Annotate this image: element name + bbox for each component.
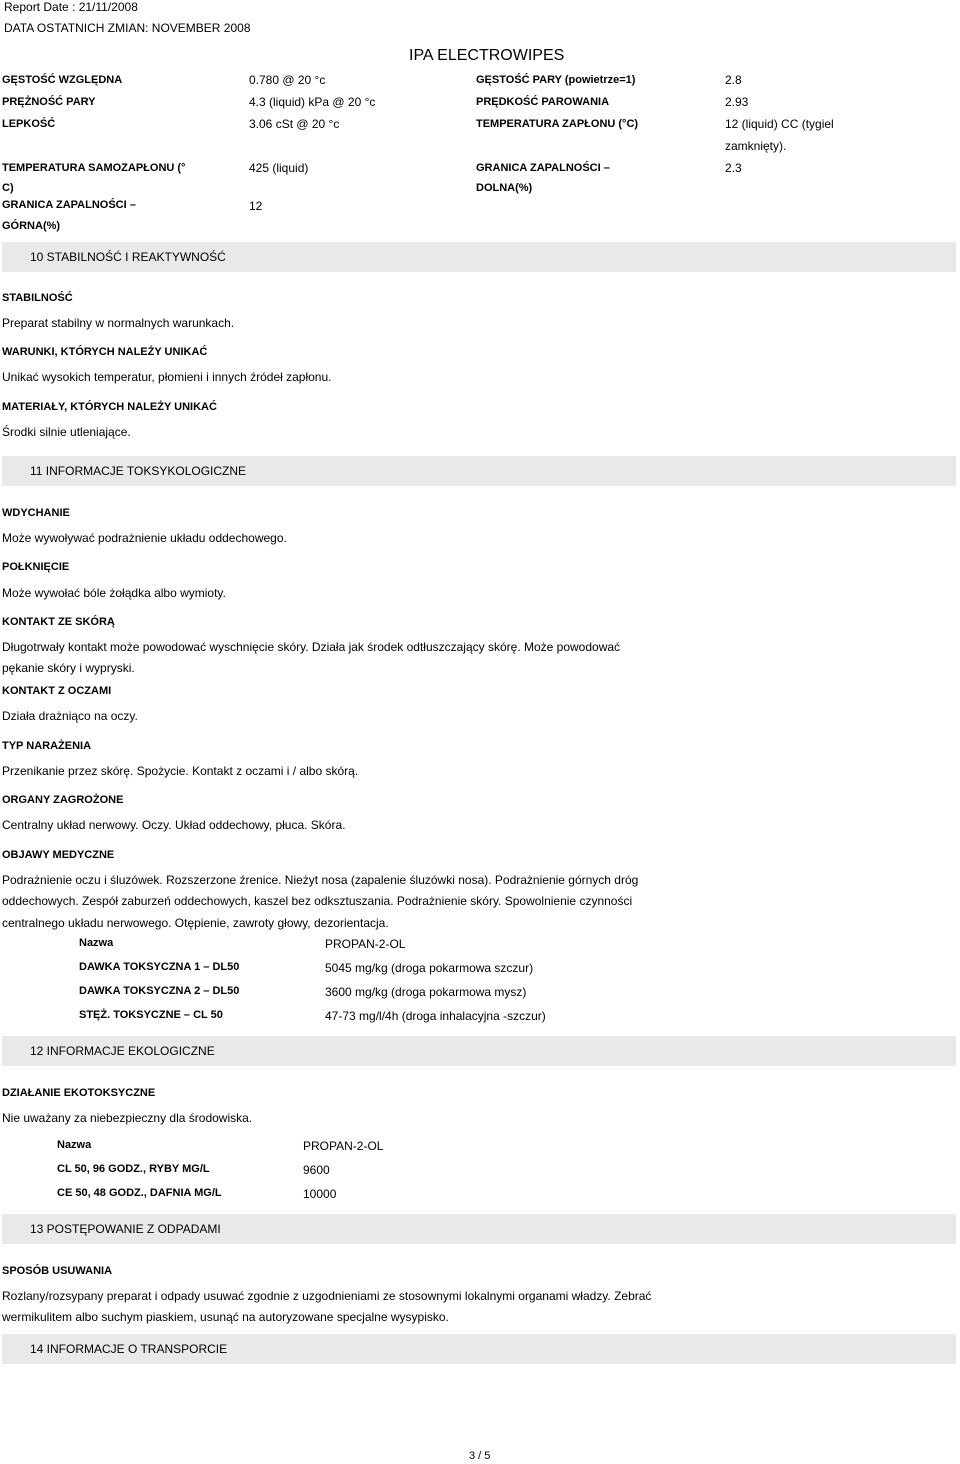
medical-symptoms-text-cont: oddechowych. Zespół zaburzeń oddechowych, kaszel bez odksztuszania. Podrażnienie skóry. Spowolnienie czynności (2, 894, 633, 908)
prop-viscosity-label: LEPKOŚĆ (2, 118, 56, 130)
page-number: 3 / 5 (469, 1450, 491, 1462)
exposure-route-text: Przenikanie przez skórę. Spożycie. Kontakt z oczami i / albo skórą. (2, 764, 359, 778)
medical-symptoms-text-cont: centralnego układu nerwowego. Otępienie, zawroty głowy, dezorientacja. (2, 916, 389, 930)
inhalation-text: Może wywoływać podrażnienie układu oddechowego. (2, 531, 287, 545)
prop-viscosity-value: 3.06 cSt @ 20 °c (249, 117, 340, 131)
tox-table-header-value: PROPAN-2-OL (325, 937, 406, 951)
tox-table-header-label: Nazwa (79, 937, 114, 949)
conditions-to-avoid-text: Unikać wysokich temperatur, płomieni i innych źródeł zapłonu. (2, 370, 332, 384)
tox-table-row-label: DAWKA TOKSYCZNA 2 – DL50 (79, 985, 240, 997)
prop-lower-flammability-value: 2.3 (725, 161, 742, 175)
disposal-text-cont: wermikulitem albo suchym piaskiem, usunąć na autoryzowane specjalne wysypisko. (2, 1310, 449, 1324)
section-title: 13 POSTĘPOWANIE Z ODPADAMI (30, 1222, 221, 1236)
ecotoxicity-text: Nie uważany za niebezpieczny dla środowiska. (2, 1111, 253, 1125)
prop-upper-flammability-label: GRANICA ZAPALNOŚCI – (2, 199, 136, 211)
section-title: 12 INFORMACJE EKOLOGICZNE (30, 1044, 215, 1058)
prop-flash-point-value-cont: zamknięty). (725, 139, 787, 153)
ecotoxicity-heading: DZIAŁANIE EKOTOKSYCZNE (2, 1087, 156, 1099)
prop-autoignition-value: 425 (liquid) (249, 161, 309, 175)
section-title: 10 STABILNOŚĆ I REAKTYWNOŚĆ (30, 250, 226, 264)
section-title: 14 INFORMACJE O TRANSPORCIE (30, 1342, 228, 1356)
section-13-header (2, 1214, 956, 1244)
stability-heading: STABILNOŚĆ (2, 292, 73, 304)
eye-contact-heading: KONTAKT Z OCZAMI (2, 685, 112, 697)
last-changes-date: DATA OSTATNICH ZMIAN: NOVEMBER 2008 (4, 21, 251, 35)
prop-lower-flammability-label-cont: DOLNA(%) (476, 182, 533, 194)
eco-table-row-label: CE 50, 48 GODZ., DAFNIA MG/L (57, 1187, 222, 1199)
prop-evaporation-rate-label: PRĘDKOŚĆ PAROWANIA (476, 96, 610, 108)
prop-vapour-density-label: GĘSTOŚĆ PARY (powietrze=1) (476, 74, 636, 86)
prop-vapour-pressure-value: 4.3 (liquid) kPa @ 20 °c (249, 95, 376, 109)
eco-table-row-label: CL 50, 96 GODZ., RYBY MG/L (57, 1163, 210, 1175)
section-title: 11 INFORMACJE TOKSYKOLOGICZNE (30, 464, 247, 478)
prop-autoignition-label-cont: C) (2, 182, 14, 194)
prop-upper-flammability-value: 12 (249, 199, 263, 213)
skin-contact-text: Długotrwały kontakt może powodować wyschnięcie skóry. Działa jak środek odtłuszczający skórę. Może powodować (2, 640, 621, 654)
materials-to-avoid-text: Środki silnie utleniające. (2, 425, 131, 439)
section-10-header (2, 242, 956, 272)
skin-contact-heading: KONTAKT ZE SKÓRĄ (2, 616, 115, 628)
report-date: Report Date : 21/11/2008 (4, 0, 138, 14)
materials-to-avoid-heading: MATERIAŁY, KTÓRYCH NALEŻY UNIKAĆ (2, 401, 217, 413)
disposal-heading: SPOSÓB USUWANIA (2, 1265, 113, 1277)
ingestion-text: Może wywołać bóle żołądka albo wymioty. (2, 586, 226, 600)
prop-autoignition-label: TEMPERATURA SAMOZAPŁONU (° (2, 162, 186, 174)
product-title: IPA ELECTROWIPES (409, 47, 565, 64)
prop-upper-flammability-label-cont: GÓRNA(%) (2, 220, 61, 232)
ingestion-heading: POŁKNIĘCIE (2, 561, 70, 573)
prop-relative-density-label: GĘSTOŚĆ WZGLĘDNA (2, 74, 123, 86)
eco-table-header-label: Nazwa (57, 1139, 92, 1151)
eco-table-row-value: 9600 (303, 1163, 330, 1177)
eye-contact-text: Działa drażniąco na oczy. (2, 709, 138, 723)
target-organs-heading: ORGANY ZAGROŻONE (2, 794, 124, 806)
medical-symptoms-heading: OBJAWY MEDYCZNE (2, 849, 115, 861)
skin-contact-text-cont: pękanie skóry i wypryski. (2, 661, 135, 675)
prop-relative-density-value: 0.780 @ 20 °c (249, 73, 326, 87)
tox-table-row-label: DAWKA TOKSYCZNA 1 – DL50 (79, 961, 240, 973)
exposure-route-heading: TYP NARAŻENIA (2, 740, 92, 752)
medical-symptoms-text: Podrażnienie oczu i śluzówek. Rozszerzone źrenice. Nieżyt nosa (zapalenie śluzówki nosa). Podrażnienie górnych dróg (2, 873, 639, 887)
tox-table-row-label: STĘŻ. TOKSYCZNE – CL 50 (79, 1009, 223, 1021)
stability-text: Preparat stabilny w normalnych warunkach. (2, 316, 235, 330)
tox-table-row-value: 5045 mg/kg (droga pokarmowa szczur) (325, 961, 534, 975)
eco-table-row-value: 10000 (303, 1187, 337, 1201)
prop-vapour-pressure-label: PRĘŻNOŚĆ PARY (2, 96, 96, 108)
section-14-header (2, 1334, 956, 1364)
tox-table-row-value: 3600 mg/kg (droga pokarmowa mysz) (325, 985, 527, 999)
prop-flash-point-label: TEMPERATURA ZAPŁONU (°C) (476, 118, 639, 130)
disposal-text: Rozlany/rozsypany preparat i odpady usuwać zgodnie z uzgodnieniami ze stosownymi lokalnymi organami władzy. Zebrać (2, 1289, 652, 1303)
section-11-header (2, 456, 956, 486)
section-12-header (2, 1036, 956, 1066)
conditions-to-avoid-heading: WARUNKI, KTÓRYCH NALEŻY UNIKAĆ (2, 346, 208, 358)
prop-flash-point-value: 12 (liquid) CC (tygiel (725, 117, 834, 131)
prop-vapour-density-value: 2.8 (725, 73, 742, 87)
inhalation-heading: WDYCHANIE (2, 507, 70, 519)
prop-evaporation-rate-value: 2.93 (725, 95, 749, 109)
prop-lower-flammability-label: GRANICA ZAPALNOŚCI – (476, 162, 610, 174)
eco-table-header-value: PROPAN-2-OL (303, 1139, 384, 1153)
tox-table-row-value: 47-73 mg/l/4h (droga inhalacyjna -szczur) (325, 1009, 546, 1023)
target-organs-text: Centralny układ nerwowy. Oczy. Układ oddechowy, płuca. Skóra. (2, 818, 346, 832)
